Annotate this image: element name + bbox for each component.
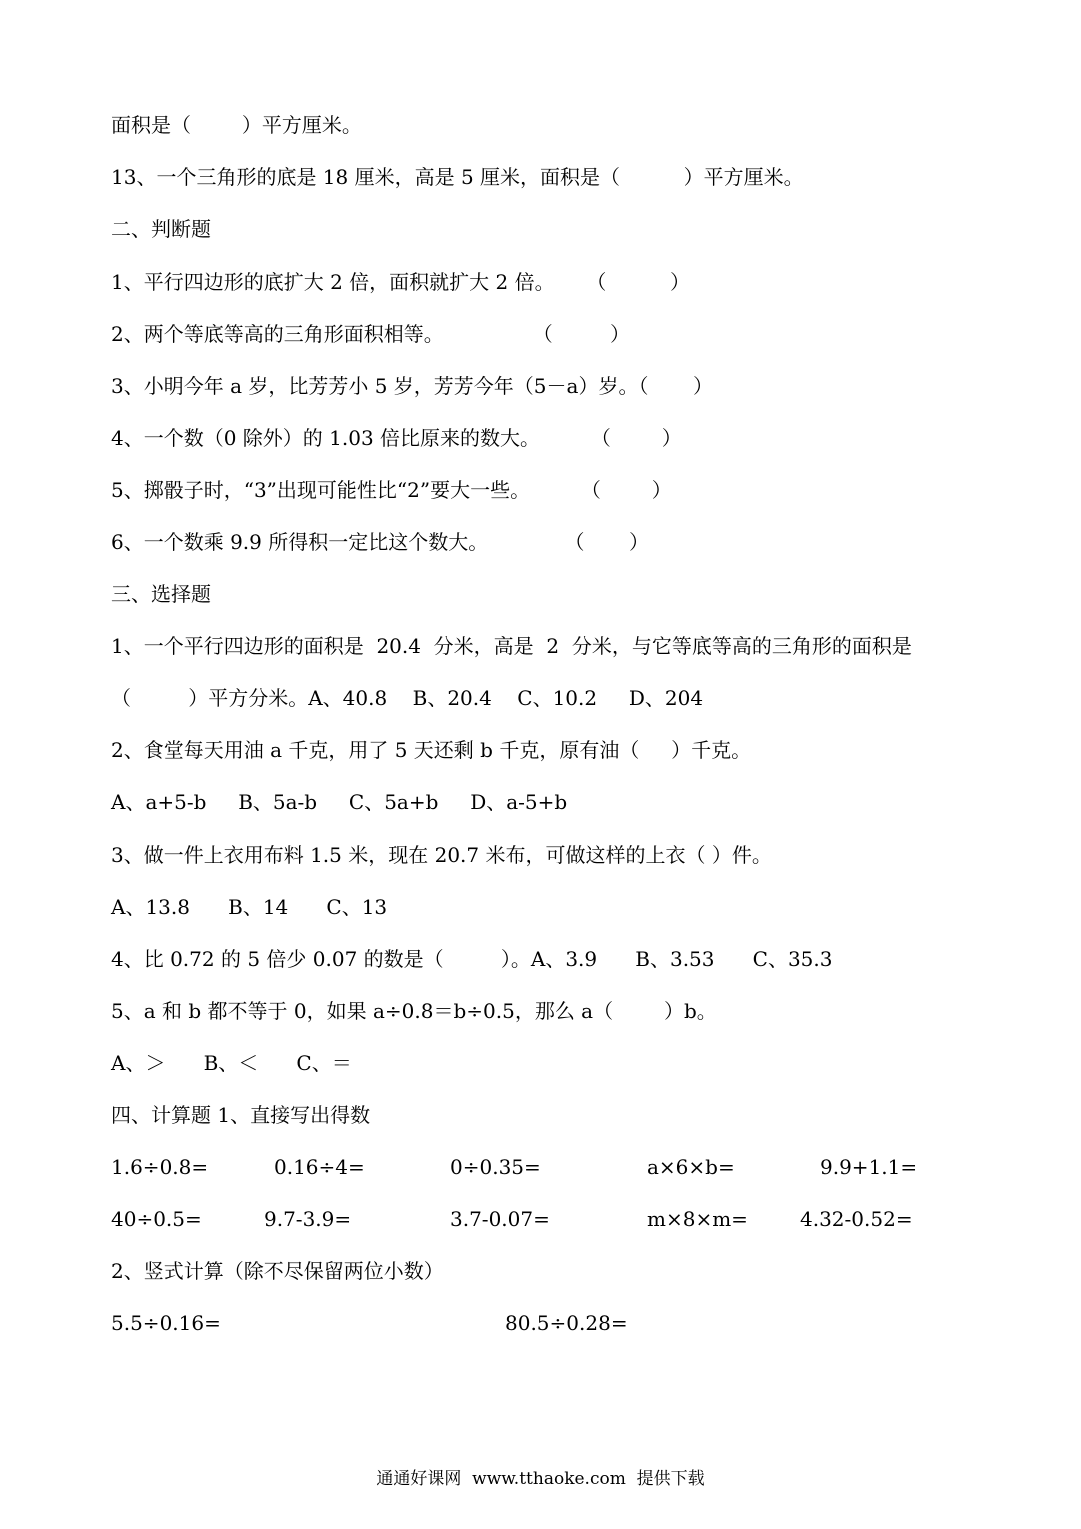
calc-row1-item-3: 0÷0.35= <box>450 1155 541 1179</box>
calc-row1-item-5: 9.9+1.1= <box>820 1155 918 1179</box>
judgement-item-6: 6、一个数乘 9.9 所得积一定比这个数大。 （ ） <box>111 530 650 554</box>
fill-in-line-12-continuation: 面积是（ ）平方厘米。 <box>111 113 362 137</box>
judgement-item-5: 5、掷骰子时，“3”出现可能性比“2”要大一些。 （ ） <box>111 478 672 502</box>
calc-heading: 四、计算题 1、直接写出得数 <box>111 1103 371 1127</box>
choice-q2-options: A、a+5-b B、5a-b C、5a+b D、a-5+b <box>111 790 568 814</box>
vertical-calc-heading: 2、竖式计算（除不尽保留两位小数） <box>111 1259 444 1283</box>
calc-row1-item-1: 1.6÷0.8= <box>111 1155 209 1179</box>
fill-in-question-13: 13、一个三角形的底是 18 厘米，高是 5 厘米，面积是（ ）平方厘米。 <box>111 165 804 189</box>
judgement-item-2: 2、两个等底等高的三角形面积相等。 （ ） <box>111 322 630 346</box>
judgement-item-1: 1、平行四边形的底扩大 2 倍，面积就扩大 2 倍。 （ ） <box>111 270 690 294</box>
calc-row1-item-4: a×6×b= <box>647 1155 735 1179</box>
choice-q2: 2、食堂每天用油 a 千克，用了 5 天还剩 b 千克，原有油（ ）千克。 <box>111 738 752 762</box>
judgement-item-3: 3、小明今年 a 岁，比芳芳小 5 岁，芳芳今年（5－a）岁。（ ） <box>111 374 713 398</box>
choice-q5: 5、a 和 b 都不等于 0，如果 a÷0.8＝b÷0.5，那么 a（ ）b。 <box>111 999 717 1023</box>
calc-row2-item-3: 3.7-0.07= <box>450 1207 550 1231</box>
judgement-item-4: 4、一个数（0 除外）的 1.03 倍比原来的数大。 （ ） <box>111 426 682 450</box>
choice-q3: 3、做一件上衣用布料 1.5 米，现在 20.7 米布，可做这样的上衣（ ）件。 <box>111 843 772 867</box>
calc-row2-item-4: m×8×m= <box>647 1207 748 1231</box>
vertical-calc-item-1: 5.5÷0.16= <box>111 1311 221 1335</box>
vertical-calc-item-2: 80.5÷0.28= <box>505 1311 628 1335</box>
choice-q1-line-1: 1、一个平行四边形的面积是 20.4 分米，高是 2 分米，与它等底等高的三角形的面积是 <box>111 634 912 658</box>
calc-row2-item-5: 4.32-0.52= <box>800 1207 913 1231</box>
choice-q4: 4、比 0.72 的 5 倍少 0.07 的数是（ ）。A、3.9 B、3.53 C、35.3 <box>111 947 833 971</box>
page-footer: 通通好课网 www.tthaoke.com 提供下载 <box>376 1469 705 1489</box>
judgement-heading: 二、判断题 <box>111 217 211 241</box>
calc-row2-item-1: 40÷0.5= <box>111 1207 202 1231</box>
choice-q3-options: A、13.8 B、14 C、13 <box>111 895 388 919</box>
choice-q1-line-2: （ ）平方分米。A、40.8 B、20.4 C、10.2 D、204 <box>111 686 704 710</box>
calc-row1-item-2: 0.16÷4= <box>274 1155 365 1179</box>
choice-q5-options: A、＞ B、＜ C、＝ <box>111 1051 352 1075</box>
calc-row2-item-2: 9.7-3.9= <box>264 1207 352 1231</box>
choice-heading: 三、选择题 <box>111 582 211 606</box>
